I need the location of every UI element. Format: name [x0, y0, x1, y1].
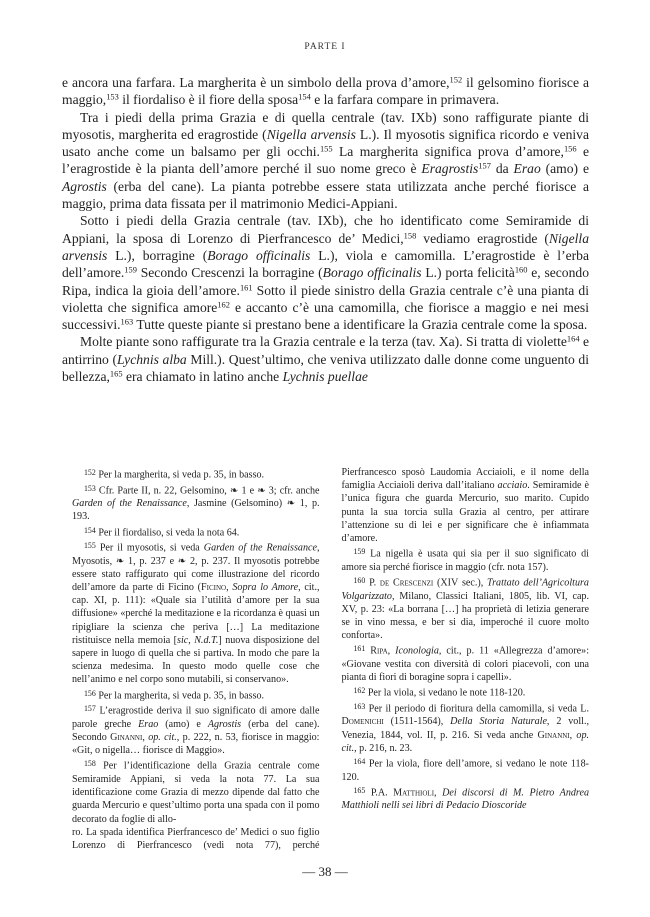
footnote: $^{162}$ Per la viola, si vedano le note 118-120. — [353, 686, 526, 699]
footnote: $^{161}$ Ripa, Iconologia, cit., p. 11 «Allegrezza d’amore»: «Giovane vestita con diversità di colori piacevoli, con una pianta di fiori di boragine sopra i capelli». — [341, 644, 589, 684]
paragraph: Sotto i piedi della Grazia centrale (tav. IXb), che ho identificato come Semiramide di Appiani, la sposa di Lorenzo di Pierfrancesco de’ Medici,$^{158}$ vediamo eragrostide (Nigella arvensis L.), borragine (Borago officinalis L.), viola e camomilla. L’eragrostide è l’erba dell’amore.$^{159}$ Secondo Crescenzi la borragine (Borago officinalis L.) porta felicità$^{160}$ e, secondo Ripa, indica la gioia dell’amore.$^{161}$ Sotto il piede sinistro della Grazia centrale c’è una pianta di violetta che significa amore$^{162}$ e accanto c’è una camomilla, che fiorisce a maggio e nei mesi successivi.$^{163}$ Tutte queste piante si prestano bene a identificare la Grazia centrale come la sposa. — [62, 213, 589, 333]
paragraph: Tra i piedi della prima Grazia e di quella centrale (tav. IXb) sono raffigurate piante di myosotis, margherita ed eragrostide (Nigella arvensis L.). Il myosotis significa ricordo e veniva usato anche come un balsamo per gli occhi.$^{155}$ La margherita significa prova d’amore,$^{156}$ e l’eragrostide è la pianta dell’amore perché il suo nome greco è Eragrostis$^{157}$ da Erao (amo) e Agrostis (erba del cane). La pianta potrebbe essere stata utilizzata anche perché fiorisce a maggio, prima data fissata per il matrimonio Medici-Appiani. — [62, 109, 590, 212]
footnote: $^{163}$ Per il periodo di fioritura della camomilla, si veda L. Domenichi (1511-1564), Della Storia Naturale, 2 voll., Venezia, 1844, vol. II, p. 216. Si veda anche Ginanni, op. cit., p. 216, n. 23. — [341, 701, 590, 754]
footnote: $^{159}$ La nigella è usata qui sia per il suo significato di amore sia perché fiorisce in maggio (cfr. nota 157). — [341, 547, 589, 573]
footnote: $^{154}$ Per il fiordaliso, si veda la nota 64. — [84, 525, 240, 538]
footnote: $^{156}$ Per la margherita, si veda p. 35, in basso. — [84, 688, 265, 702]
paragraph: Molte piante sono raffigurate tra la Grazia centrale e la terza (tav. Xa). Si tratta di violette$^{164}$ e antirrino (Lychnis alba Mill.). Quest’ultimo, che veniva utilizzato dalle donne come unguento di bellezza,$^{165}$ era chiamato in latino anche Lychnis puellae — [62, 333, 590, 385]
running-header: PARTE I — [304, 42, 346, 52]
footnote: $^{157}$ L’eragrostide deriva il suo significato di amore dalle parole greche Erao (amo) e Agrostis (erba del cane). Secondo Ginanni, op. cit., p. 222, n. 53, fiorisce in maggio: «Git, o nigella… fiorisce di Maggio». — [72, 704, 320, 757]
footnote: $^{155}$ Per il myosotis, si veda Garden of the Renaissance, Myosotis, ❧ 1, p. 237 e ❧ 2, p. 237. Il myosotis potrebbe essere stato raffigurato qui come illustrazione del ricordo dell’amore da parte di Ficino (Ficino, Sopra lo Amore, cit., cap. XI, p. 111): «Quale sia l’utilità d’amore per la sua diffusione» «perché la meditazione e la ricordanza è quasi un ripigliare la scienza che periva […] La meditazione ristituisce nella memoia [sic, N.d.T.] nuova disposizione del sapere in luogo di quella che si partiva. In modo che pare la scienza medesima. In questo modo quelle cose che nell’animo e nel corpo sono mutabili, si conservano». — [72, 541, 320, 686]
footnote: $^{160}$ P. de Crescenzi (XIV sec.), Trattato dell’Agricoltura Volgarizzato, Milano, Classici Italiani, 1805, lib. VI, cap. XV, p. 23: «La borrana […] ha proprietà di letizia generare se in vino messa, e ber si dia, imperoché il cuore molto conforta». — [341, 575, 589, 642]
page-number: — 38 — — [302, 864, 348, 879]
footnote: $^{153}$ Cfr. Parte II, n. 22, Gelsomino, ❧ 1 e ❧ 3; cfr. anche Garden of the Renaissance, Jasmine (Gelsomino) ❧ 1, p. 193. — [72, 483, 320, 523]
footnote: $^{165}$ P.A. Matthioli, Dei discorsi di M. Pietro Andrea Matthioli nelli sei libri di Pedacio Dioscoride — [341, 785, 590, 812]
footnotes — [72, 466, 589, 856]
footnote: $^{152}$ Per la margherita, si veda p. 35, in basso. — [84, 468, 265, 481]
paragraph: e ancora una farfara. La margherita è un simbolo della prova d’amore,$^{152}$ il gelsomino fiorisce a maggio,$^{153}$ il fiordaliso è il fiore della sposa$^{154}$ e la farfara compare in primavera. — [62, 74, 589, 108]
footnote: $^{158}$ Per l’identificazione della Grazia centrale come Semiramide Appiani, si veda la nota 77. La sua identificazione come Grazia di mezzo dipende dal fatto che guarda Mercurio e quest’ultimo porta una spada con il pomo decorato da foglie di allo- — [72, 759, 320, 825]
body-text — [62, 74, 589, 385]
footnote: $^{164}$ Per la viola, fiore dell’amore, si vedano le note 118-120. — [341, 757, 589, 783]
footnote: ro. La spada identifica Pierfrancesco de’ Medici o suo figlio Lorenzo di Pierfrancesco (vedi nota 77), perché Pierfrancesco sposò Laudomia Acciaioli, e il nome della famiglia Acciaioli deriva dall’italiano acciaio. Semiramide è l’unica figura che guarda Mercurio, suo marito. Cupido punta la sua torcia sulla Grazia al centro, per attirare l’attenzione su di lei e per significare che è infiammata d’amore. — [72, 467, 590, 851]
